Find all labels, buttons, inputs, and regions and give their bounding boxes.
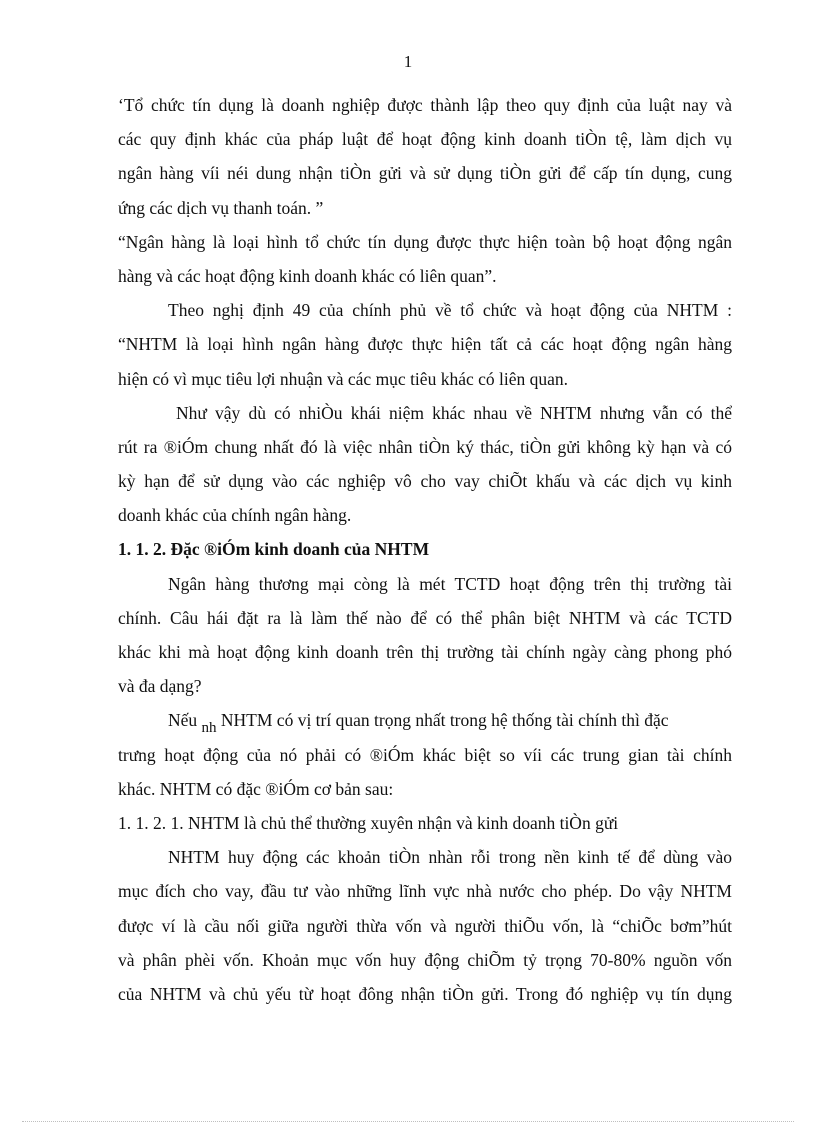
subsection-heading: 1. 1. 2. 1. NHTM là chủ thể thường xuyên nhận và kinh doanh tiÒn gửi bbox=[118, 812, 619, 833]
text-line: mục đích cho vay, đầu tư vào những lĩnh vực nhà nước cho phép. Do vậy NHTM bbox=[118, 881, 732, 902]
text-line: ‘Tổ chức tín dụng là doanh nghiệp được thành lập theo quy định của luật nay và bbox=[118, 95, 732, 115]
section-heading: 1. 1. 2. Đặc ®iÓm kinh doanh của NHTM bbox=[118, 539, 430, 560]
page-bottom-divider bbox=[22, 1121, 794, 1122]
subscript-fragment: nh bbox=[201, 720, 217, 737]
text-line: khác khi mà hoạt động kinh doanh trên thị trường tài chính ngày càng phong phó bbox=[118, 642, 732, 662]
text-line: hàng và các hoạt động kinh doanh khác có liên quan”. bbox=[118, 265, 497, 286]
text-line-composite bbox=[118, 703, 732, 737]
text-fragment: NHTM có vị trí quan trọng nhất trong hệ thống tài chính thì đặc bbox=[220, 710, 669, 731]
text-line: và đa dạng? bbox=[118, 676, 202, 697]
page-number: 1 bbox=[403, 52, 413, 71]
body-text bbox=[118, 88, 732, 1011]
text-line: Như vậy dù có nhiÒu khái niệm khác nhau về NHTM nhưng vẫn có thể bbox=[176, 402, 732, 423]
text-line: kỳ hạn để sử dụng vào các nghiệp vô cho vay chiÕt khấu và các dịch vụ kinh bbox=[118, 471, 732, 492]
text-line: “Ngân hàng là loại hình tổ chức tín dụng được thực hiện toàn bộ hoạt động ngân bbox=[118, 231, 732, 252]
text-line: các quy định khác của pháp luật để hoạt động kinh doanh tiÒn tệ, làm dịch vụ bbox=[118, 129, 732, 150]
text-line: ngân hàng víi néi dung nhận tiÒn gửi và sử dụng tiÒn gửi để cấp tín dụng, cung bbox=[118, 163, 732, 184]
text-line: khác. NHTM có đặc ®iÓm cơ bản sau: bbox=[118, 778, 394, 799]
text-line: doanh khác của chính ngân hàng. bbox=[118, 505, 352, 526]
text-line: “NHTM là loại hình ngân hàng được thực hiện tất cả các hoạt động ngân hàng bbox=[118, 334, 732, 355]
text-line: rút ra ®iÓm chung nhất đó là việc nhân tiÒn ký thác, tiÒn gửi không kỳ hạn và có bbox=[118, 436, 732, 457]
text-line: Ngân hàng thương mại còng là mét TCTD hoạt động trên thị trường tài bbox=[168, 573, 732, 594]
text-line: Theo nghị định 49 của chính phủ về tổ chức và hoạt động của NHTM : bbox=[168, 300, 732, 321]
text-line: NHTM huy động các khoản tiÒn nhàn rỗi trong nền kinh tế để dùng vào bbox=[168, 847, 732, 868]
text-line: và phân phèi vốn. Khoản mục vốn huy động chiÕm tỷ trọng 70-80% nguồn vốn bbox=[118, 949, 732, 970]
text-line: được ví là cầu nối giữa người thừa vốn và người thiÕu vốn, là “chiÕc bơm”hút bbox=[118, 915, 732, 936]
text-line: trưng hoạt động của nó phải có ®iÓm khác biệt so víi các trung gian tài chính bbox=[118, 744, 732, 765]
text-line: ứng các dịch vụ thanh toán. ” bbox=[118, 197, 324, 218]
text-line: chính. Câu hái đặt ra là làm thế nào để có thể phân biệt NHTM và các TCTD bbox=[118, 607, 732, 628]
text-line: của NHTM và chủ yếu từ hoạt đông nhận tiÒn gửi. Trong đó nghiệp vụ tín dụng bbox=[118, 983, 732, 1004]
text-fragment: Nếu bbox=[168, 710, 198, 731]
text-line: hiện có vì mục tiêu lợi nhuận và các mục tiêu khác có liên quan. bbox=[118, 368, 569, 389]
